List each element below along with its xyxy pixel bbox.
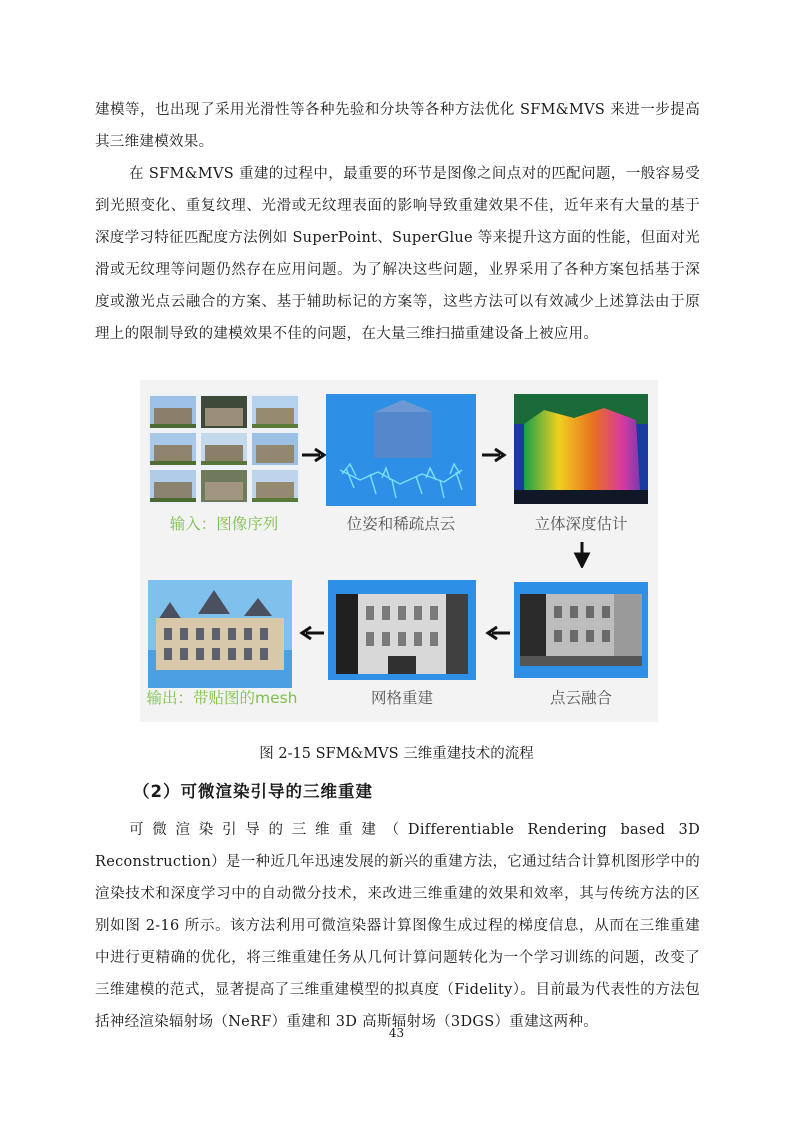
arrow-right-2-icon — [482, 448, 508, 462]
arrow-left-2-icon — [484, 626, 510, 640]
depth-map-render — [514, 394, 648, 504]
figure-sfm-mvs-pipeline — [140, 380, 658, 722]
mesh-reconstruction-panel — [328, 580, 476, 680]
paragraph-1: 建模等，也出现了采用光滑性等各种先验和分块等各种方法优化 SFM&MVS 来进一步提高其三维建模效果。 — [95, 102, 700, 150]
label-pose: 位姿和稀疏点云 — [346, 515, 456, 533]
paragraph-2: 在 SFM&MVS 重建的过程中，最重要的环节是图像之间点对的匹配问题，一般容易受到光照变化、重复纹理、光滑或无纹理表面的影响导致重建效果不佳，近年来有大量的基于深度学习特征匹配度方法例如 SuperPoint、SuperGlue 等来提升这方面的性能，但面对光滑或无纹理等问题仍然存在应用问题。为了解决这些问题，业界采用了各种方案包括基于深度或激光点云融合的方案、基于辅助标记的方案等，这些方法可以有效减少上述算法由于原理上的限制导致的建模效果不佳的问题，在大量三维扫描重建设备上被应用。 — [95, 166, 700, 342]
page-number: 43 — [388, 1026, 405, 1040]
textured-mesh-render — [148, 580, 292, 688]
label-mesh: 网格重建 — [370, 689, 433, 707]
figure-caption: 图 2-15 SFM&MVS 三维重建技术的流程 — [259, 746, 534, 762]
paragraph-3: 可微渲染引导的三维重建（Differentiable Rendering based 3D Reconstruction）是一种近几年迅速发展的新兴的重建方法，它通过结合计算机图形学中的渲染技术和深度学习中的自动微分技术，来改进三维重建的效果和效率，其与传统方法的区别如图 2-16 所示。该方法利用可微渲染器计算图像生成过程的梯度信息，从而在三维重建中进行更精确的优化，将三维重建任务从几何计算问题转化为一个学习训练的问题，改变了三维建模的范式，显著提高了三维重建模型的拟真度（Fidelity）。目前最为代表性的方法包括神经渲染辐射场（NeRF）重建和 3D 高斯辐射场（3DGS）重建这两种。 — [95, 822, 700, 1030]
mesh-render — [328, 580, 476, 680]
arrow-right-1-icon — [302, 448, 328, 462]
input-image-grid — [148, 394, 300, 504]
sparse-cloud-render — [326, 394, 476, 506]
label-output: 输出：带贴图的mesh — [146, 689, 298, 707]
point-cloud-fusion-panel — [514, 582, 648, 678]
label-input: 输入：图像序列 — [169, 515, 279, 533]
section-heading: （2）可微渲染引导的三维重建 — [133, 782, 373, 801]
depth-estimation-panel — [514, 394, 648, 504]
label-fusion: 点云融合 — [549, 689, 612, 707]
textured-mesh-panel — [148, 580, 292, 688]
arrow-down-icon — [573, 542, 591, 568]
label-depth: 立体深度估计 — [534, 515, 628, 533]
image-thumbnails — [148, 394, 300, 504]
pose-sparse-cloud-panel — [326, 394, 476, 506]
arrow-left-1-icon — [298, 626, 324, 640]
fused-cloud-render — [514, 582, 648, 678]
